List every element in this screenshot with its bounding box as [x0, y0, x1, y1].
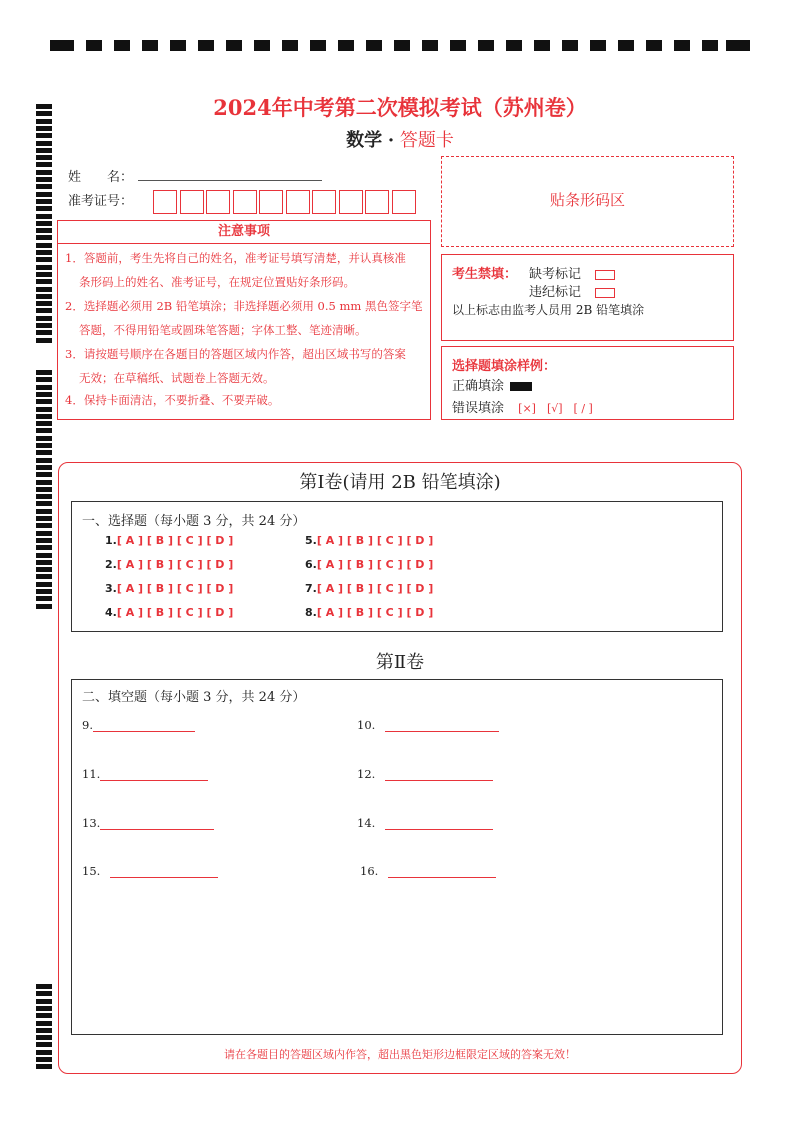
timing-mark — [36, 436, 52, 441]
blank-line[interactable] — [385, 768, 493, 781]
blank-line[interactable] — [93, 719, 195, 732]
sample-wrong-label: 错误填涂 — [452, 401, 505, 416]
timing-mark — [36, 1021, 52, 1026]
violation-mark-box[interactable] — [595, 288, 615, 298]
violation-mark[interactable] — [529, 281, 615, 300]
blank-line[interactable] — [100, 817, 214, 830]
mcq-section-title: 一、选择题（每小题 3 分，共 24 分） — [82, 514, 306, 529]
timing-mark — [36, 243, 52, 248]
timing-mark — [36, 991, 52, 996]
fill-section-title: 二、填空题（每小题 3 分，共 24 分） — [82, 690, 306, 705]
timing-mark — [36, 385, 52, 390]
timing-mark — [36, 545, 52, 550]
timing-mark — [36, 538, 52, 543]
answer-options[interactable]: [ A ] [ B ] [ C ] [ D ] — [116, 558, 234, 571]
page-subtitle — [0, 126, 800, 152]
part1-title: 第Ⅰ卷(请用 2B 铅笔填涂) — [299, 472, 501, 493]
timing-mark — [36, 301, 52, 306]
timing-mark — [36, 1035, 52, 1040]
question-number: 7. — [305, 582, 317, 595]
timing-mark — [36, 596, 52, 601]
timing-mark — [36, 308, 52, 313]
timing-mark — [36, 399, 52, 404]
notice-line: 4．保持卡面清洁，不要折叠、不要弄破。 — [65, 393, 280, 407]
notice-heading-box — [57, 220, 431, 244]
part2-title: 第Ⅱ卷 — [375, 652, 425, 673]
blank-number: 9. — [82, 718, 93, 732]
timing-mark — [36, 560, 52, 565]
fill-section — [71, 679, 723, 1035]
timing-mark — [36, 574, 52, 579]
timing-mark — [36, 177, 52, 182]
timing-mark — [36, 170, 52, 175]
timing-mark — [36, 458, 52, 463]
timing-mark — [36, 494, 52, 499]
wrong-marks: [×] [√] [ / ] — [518, 402, 593, 415]
notice-heading: 注意事项 — [217, 224, 270, 239]
timing-mark — [36, 294, 52, 299]
question-number: 8. — [305, 606, 317, 619]
question-number: 5. — [305, 534, 317, 547]
timing-mark — [36, 582, 52, 587]
timing-mark — [36, 414, 52, 419]
timing-mark — [36, 392, 52, 397]
absent-mark-label: 缺考标记 — [529, 267, 582, 282]
timing-mark — [36, 323, 52, 328]
timing-mark — [36, 214, 52, 219]
question-number: 3. — [105, 582, 117, 595]
page-title: 2024年中考第二次模拟考试（苏州卷） — [213, 95, 587, 120]
question-number: 2. — [105, 558, 117, 571]
fill-blank[interactable] — [82, 864, 218, 878]
timing-mark — [36, 450, 52, 455]
timing-mark — [36, 1006, 52, 1011]
timing-mark — [36, 984, 52, 989]
barcode-label: 贴条形码区 — [549, 191, 625, 209]
question-number: 4. — [105, 606, 117, 619]
blank-line[interactable] — [100, 768, 208, 781]
timing-mark — [36, 257, 52, 262]
mcq-question[interactable] — [305, 606, 433, 619]
violation-mark-label: 违纪标记 — [529, 285, 582, 300]
footer-note: 请在各题目的答题区域内作答，超出黑色矩形边框限定区域的答案无效！ — [224, 1048, 576, 1061]
timing-mark — [36, 523, 52, 528]
subject-label: 数学 — [346, 130, 383, 151]
blank-number: 10. — [357, 718, 376, 732]
mcq-question[interactable] — [105, 558, 233, 571]
fill-blank[interactable] — [82, 767, 208, 781]
mcq-question[interactable] — [305, 558, 433, 571]
sample-label: 选择题填涂样例： — [452, 359, 557, 374]
exam-id-label: 准考证号： — [68, 194, 134, 209]
timing-mark — [36, 221, 52, 226]
barcode-area — [441, 156, 734, 247]
timing-mark — [36, 553, 52, 558]
timing-mark — [36, 279, 52, 284]
mcq-question[interactable] — [305, 582, 433, 595]
answer-options[interactable]: [ A ] [ B ] [ C ] [ D ] — [316, 558, 434, 571]
timing-mark — [36, 199, 52, 204]
blank-line[interactable] — [385, 719, 499, 732]
blank-line[interactable] — [110, 865, 218, 878]
fill-blank[interactable] — [357, 718, 499, 732]
notice-line: 2．选择题必须用 2B 铅笔填涂；非选择题必须用 0.5 mm 黑色签字笔 — [65, 299, 423, 313]
sample-wrong — [452, 397, 593, 416]
blank-line[interactable] — [385, 817, 493, 830]
blank-number: 12. — [357, 767, 376, 781]
blank-number: 11. — [82, 767, 101, 781]
mcq-question[interactable] — [105, 534, 233, 547]
timing-mark — [36, 604, 52, 609]
timing-mark — [36, 1064, 52, 1069]
forbidden-note: 以上标志由监考人员用 2B 铅笔填涂 — [452, 303, 645, 317]
timing-mark — [36, 1013, 52, 1018]
timing-mark — [36, 1028, 52, 1033]
sample-correct — [452, 375, 532, 394]
sample-correct-label: 正确填涂 — [452, 379, 505, 394]
absent-mark-box[interactable] — [595, 270, 615, 280]
timing-mark — [36, 162, 52, 167]
timing-mark — [36, 443, 52, 448]
timing-mark — [36, 567, 52, 572]
timing-mark — [36, 155, 52, 160]
subtitle-dot: · — [387, 130, 395, 151]
timing-mark — [36, 501, 52, 506]
mcq-question[interactable] — [105, 582, 233, 595]
timing-mark — [36, 316, 52, 321]
question-number: 1. — [105, 534, 117, 547]
absent-mark[interactable] — [529, 263, 615, 282]
forbidden-label: 考生禁填： — [452, 267, 518, 282]
forbidden-box — [441, 254, 734, 341]
question-number: 6. — [305, 558, 317, 571]
filled-mark — [510, 382, 532, 391]
timing-mark — [36, 407, 52, 412]
notice-line: 无效；在草稿纸、试题卷上答题无效。 — [79, 371, 275, 385]
timing-mark — [36, 250, 52, 255]
fill-blank[interactable] — [357, 816, 493, 830]
answer-options[interactable]: [ A ] [ B ] [ C ] [ D ] — [116, 606, 234, 619]
timing-mark — [36, 265, 52, 270]
fill-blank[interactable] — [357, 767, 493, 781]
notice-line: 条形码上的姓名、准考证号，在规定位置贴好条形码。 — [79, 275, 355, 289]
name-field[interactable] — [138, 180, 322, 181]
timing-mark — [36, 228, 52, 233]
notice-line: 1．答题前，考生先将自己的姓名，准考证号填写清楚，并认真核准 — [65, 251, 406, 265]
blank-number: 13. — [82, 816, 101, 830]
timing-mark — [36, 370, 52, 375]
answer-options[interactable]: [ A ] [ B ] [ C ] [ D ] — [316, 534, 434, 547]
timing-mark — [36, 516, 52, 521]
timing-mark — [36, 192, 52, 197]
blank-number: 16. — [360, 864, 379, 878]
timing-mark — [36, 509, 52, 514]
answer-options[interactable]: [ A ] [ B ] [ C ] [ D ] — [316, 606, 434, 619]
answer-options[interactable]: [ A ] [ B ] [ C ] [ D ] — [116, 582, 234, 595]
answer-options[interactable]: [ A ] [ B ] [ C ] [ D ] — [116, 534, 234, 547]
timing-mark — [36, 377, 52, 382]
mcq-question[interactable] — [305, 534, 433, 547]
sample-box — [441, 346, 734, 420]
timing-mark — [36, 287, 52, 292]
timing-mark — [36, 531, 52, 536]
timing-mark — [36, 272, 52, 277]
fill-blank[interactable] — [82, 718, 195, 732]
name-label: 姓 名： — [68, 170, 134, 185]
notice-line: 3．请按题号顺序在各题目的答题区域内作答，超出区域书写的答案 — [65, 347, 406, 361]
timing-mark — [36, 330, 52, 335]
blank-number: 14. — [357, 816, 376, 830]
notice-line: 答题，不得用铅笔或圆珠笔答题；字体工整、笔迹清晰。 — [79, 323, 367, 337]
fill-blank[interactable] — [82, 816, 214, 830]
timing-mark — [36, 338, 52, 343]
timing-mark — [36, 999, 52, 1004]
blank-number: 15. — [82, 864, 101, 878]
timing-mark — [36, 428, 52, 433]
timing-mark — [36, 589, 52, 594]
timing-mark — [36, 184, 52, 189]
fill-blank[interactable] — [360, 864, 496, 878]
card-label: 答题卡 — [399, 130, 454, 151]
timing-mark — [36, 421, 52, 426]
timing-mark — [36, 206, 52, 211]
blank-line[interactable] — [388, 865, 496, 878]
answer-options[interactable]: [ A ] [ B ] [ C ] [ D ] — [316, 582, 434, 595]
mcq-question[interactable] — [105, 606, 233, 619]
timing-mark — [36, 235, 52, 240]
